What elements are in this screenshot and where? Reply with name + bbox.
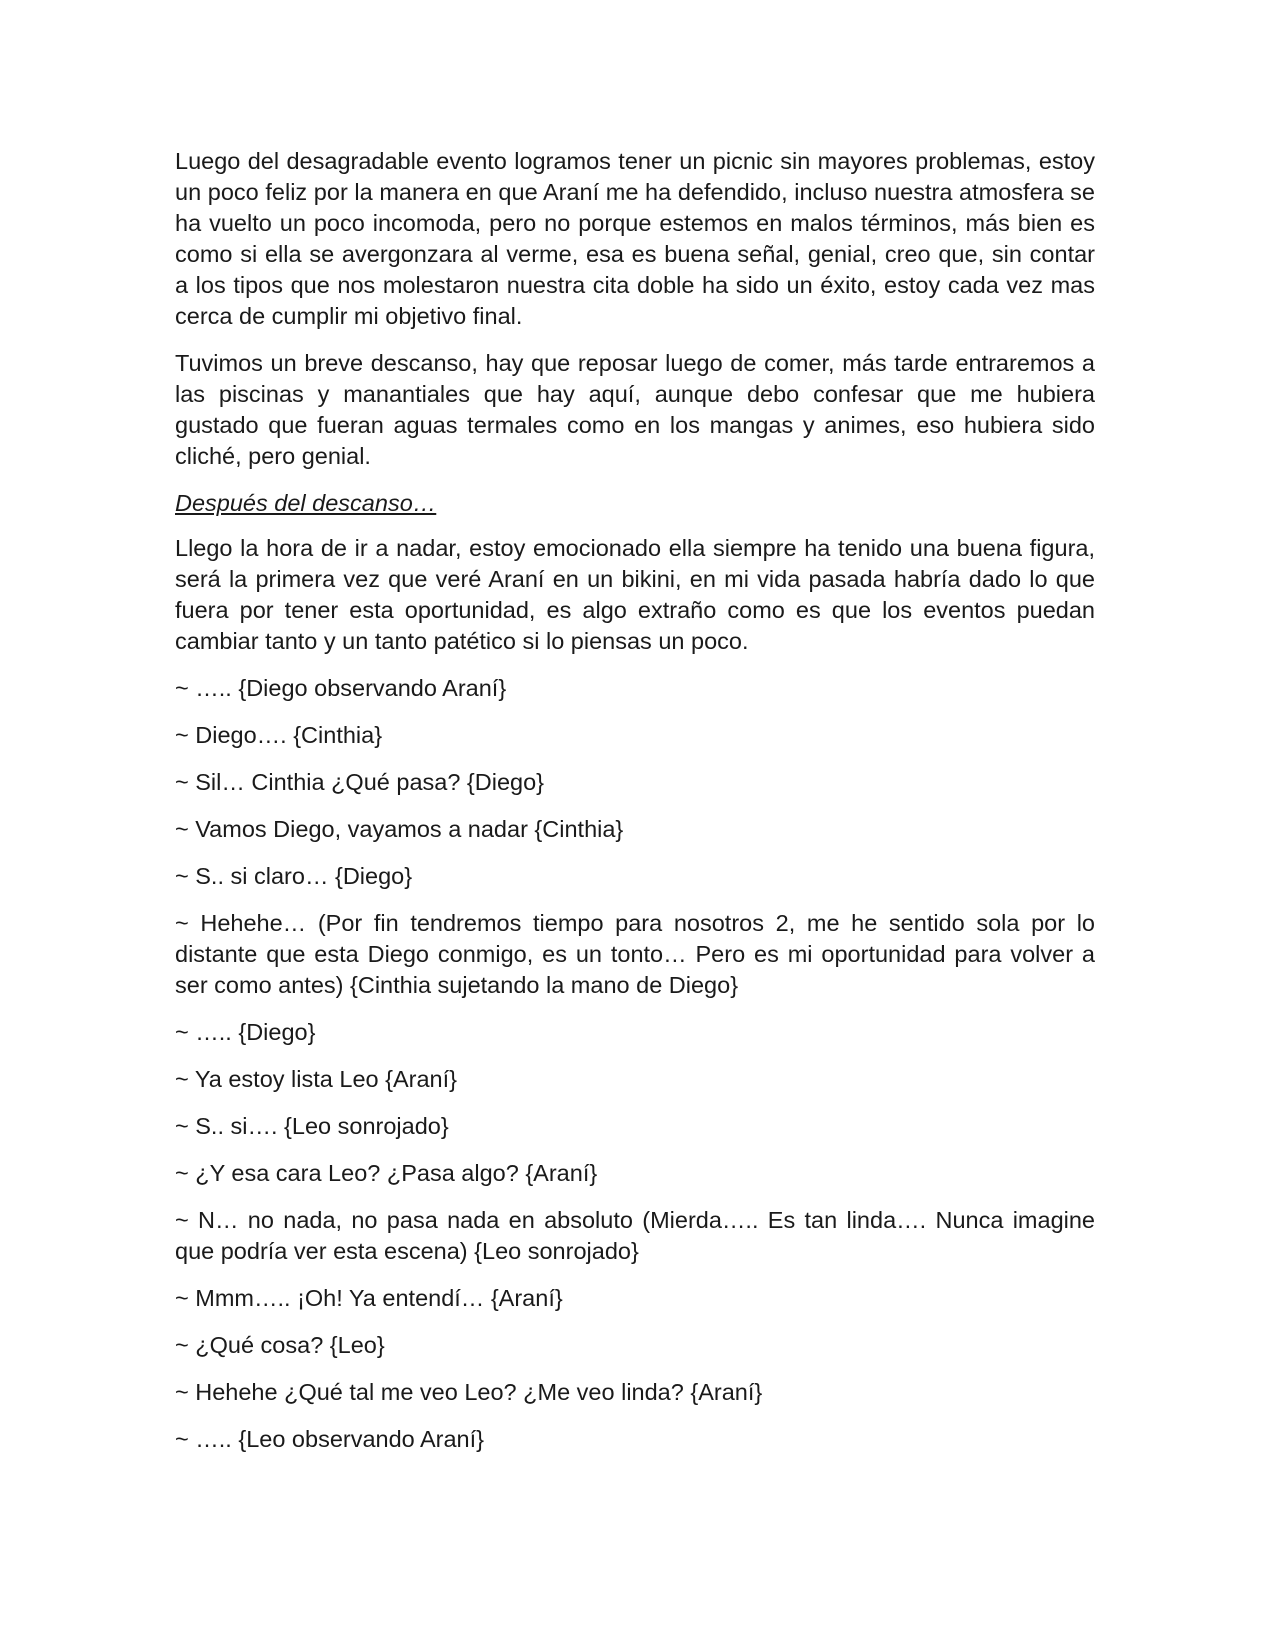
dialogue-line: ~ ….. {Diego} xyxy=(175,1019,316,1045)
dialogue-line: ~ N… no nada, no pasa nada en absoluto (Mierda….. Es tan linda…. Nunca imagine que podría ver esta escena) {Leo sonrojado} xyxy=(175,1207,1095,1264)
dialogue-line: ~ ….. {Diego observando Araní} xyxy=(175,675,507,701)
dialogue-line: ~ ¿Y esa cara Leo? ¿Pasa algo? {Araní} xyxy=(175,1160,598,1186)
dialogue-line: ~ Ya estoy lista Leo {Araní} xyxy=(175,1066,457,1092)
dialogue-line: ~ S.. si…. {Leo sonrojado} xyxy=(175,1113,449,1139)
dialogue-line: ~ ¿Qué cosa? {Leo} xyxy=(175,1332,385,1358)
dialogue-line: ~ Vamos Diego, vayamos a nadar {Cinthia} xyxy=(175,816,624,842)
section-heading: Después del descanso… xyxy=(175,490,437,516)
paragraph: Llego la hora de ir a nadar, estoy emocionado ella siempre ha tenido una buena figura, será la primera vez que veré Araní en un bikini, en mi vida pasada habría dado lo que fuera por tener esta oportunidad, es algo extraño como es que los eventos puedan cambiar tanto y un tanto patético si lo piensas un poco. xyxy=(175,535,1095,654)
dialogue-line: ~ Hehehe ¿Qué tal me veo Leo? ¿Me veo linda? {Araní} xyxy=(175,1379,763,1405)
dialogue-line: ~ Hehehe… (Por fin tendremos tiempo para nosotros 2, me he sentido sola por lo distante que esta Diego conmigo, es un tonto… Pero es mi oportunidad para volver a ser como antes) {Cinthia sujetando la mano de Diego} xyxy=(175,910,1095,998)
paragraph: Luego del desagradable evento logramos tener un picnic sin mayores problemas, estoy un poco feliz por la manera en que Araní me ha defendido, incluso nuestra atmosfera se ha vuelto un poco incomoda, pero no porque estemos en malos términos, más bien es como si ella se avergonzara al verme, esa es buena señal, genial, creo que, sin contar a los tipos que nos molestaron nuestra cita doble ha sido un éxito, estoy cada vez mas cerca de cumplir mi objetivo final. xyxy=(175,148,1095,329)
paragraph: Tuvimos un breve descanso, hay que reposar luego de comer, más tarde entraremos a las piscinas y manantiales que hay aquí, aunque debo confesar que me hubiera gustado que fueran aguas termales como en los mangas y animes, eso hubiera sido cliché, pero genial. xyxy=(175,350,1095,469)
document-page xyxy=(175,146,1095,1471)
dialogue-line: ~ ….. {Leo observando Araní} xyxy=(175,1426,484,1452)
dialogue-line: ~ Mmm….. ¡Oh! Ya entendí… {Araní} xyxy=(175,1285,563,1311)
dialogue-line: ~ Diego…. {Cinthia} xyxy=(175,722,383,748)
dialogue-line: ~ Sil… Cinthia ¿Qué pasa? {Diego} xyxy=(175,769,545,795)
dialogue-line: ~ S.. si claro… {Diego} xyxy=(175,863,413,889)
